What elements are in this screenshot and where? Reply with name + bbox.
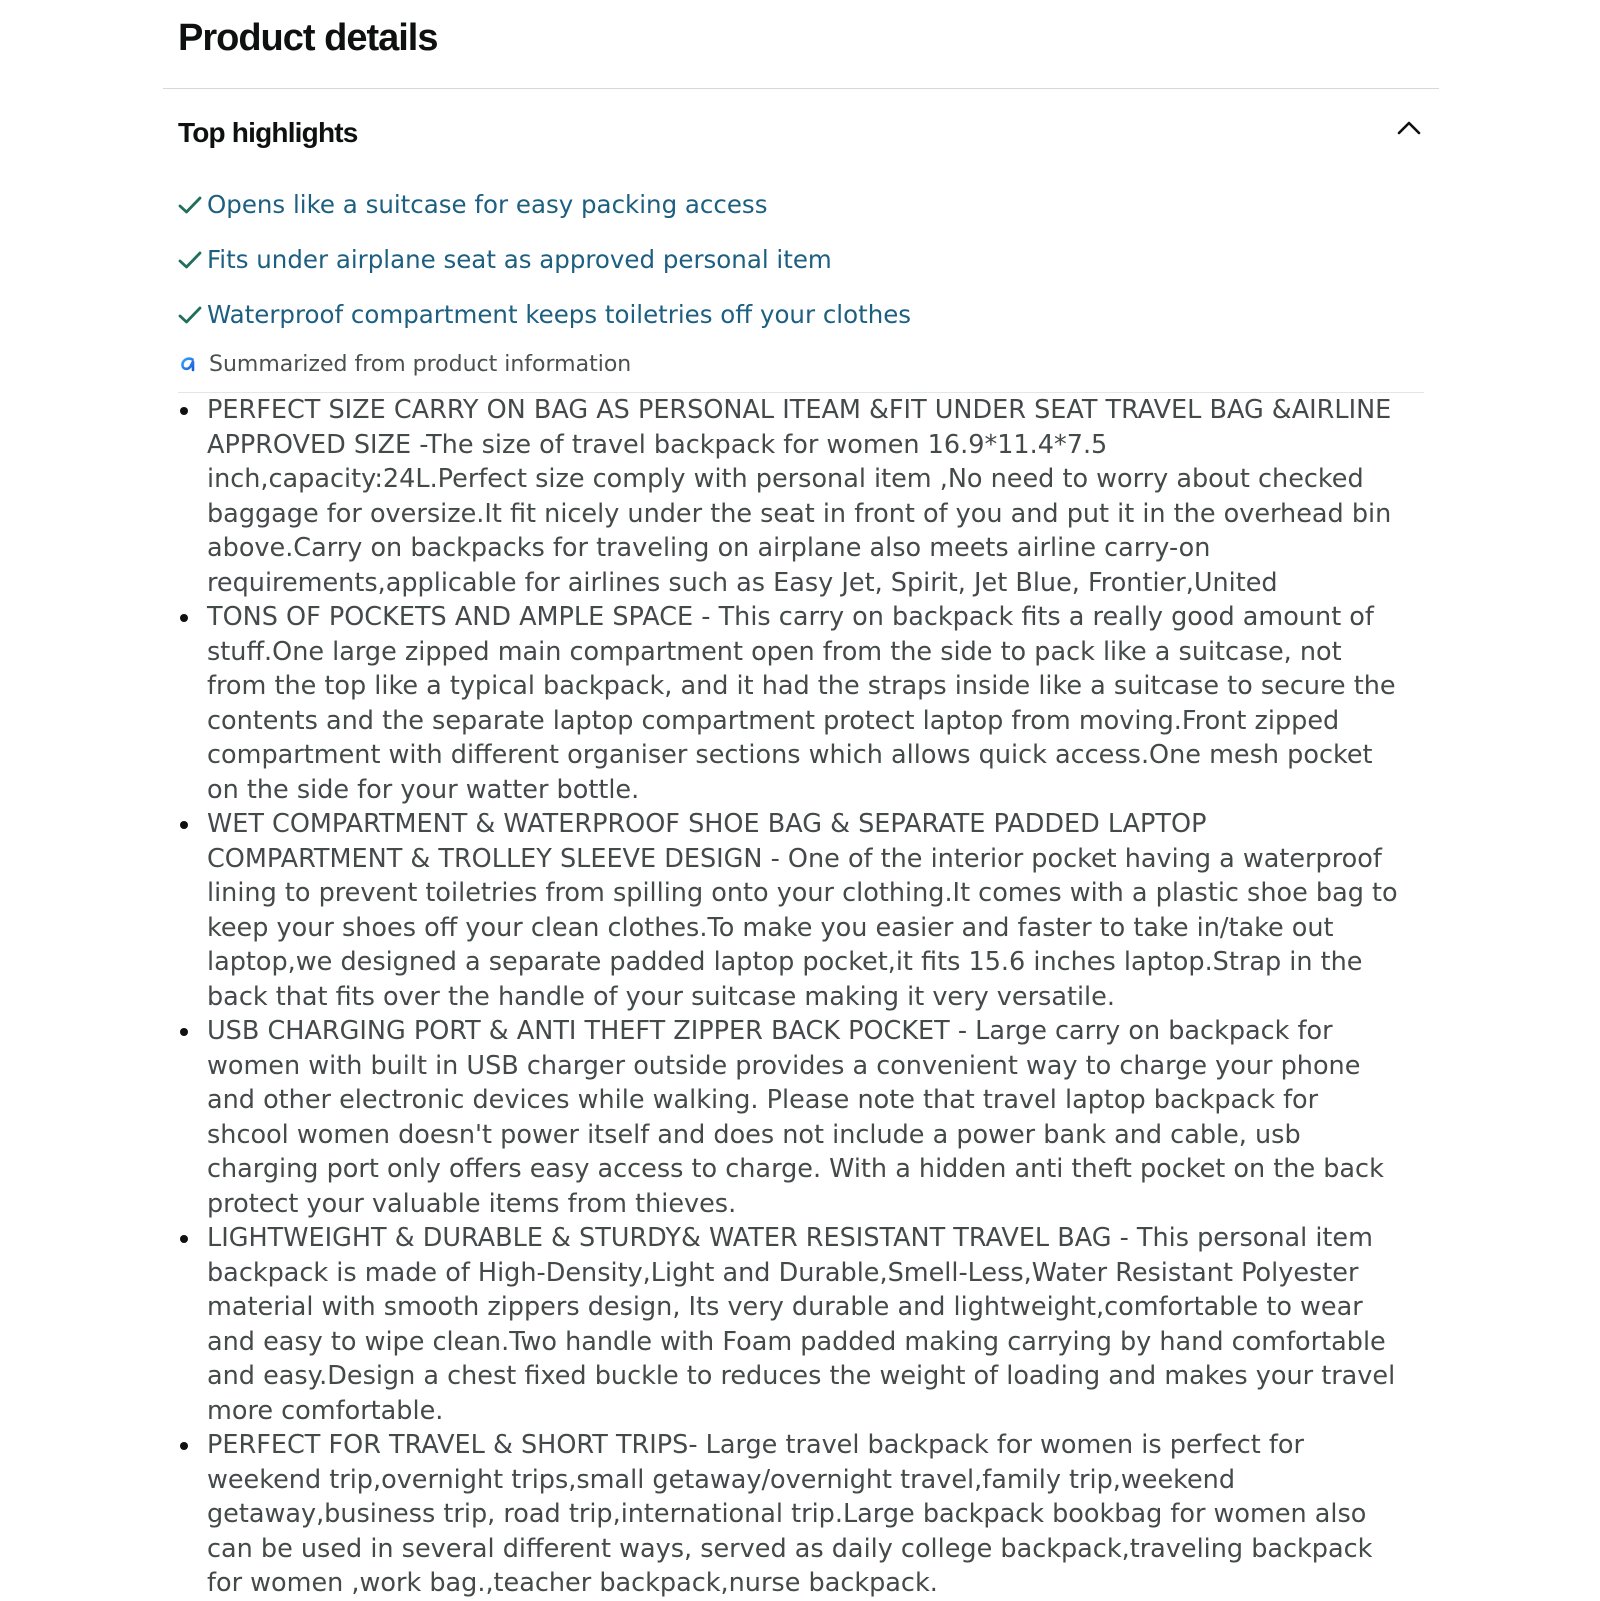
highlight-text[interactable]: Fits under airplane seat as approved personal item — [207, 245, 832, 274]
feature-bullet: TONS OF POCKETS AND AMPLE SPACE - This carry on backpack fits a really good amount of stuff.One large zipped main compartment open from the side to pack like a suitcase, not from the top like a typical backpack, and it had the straps inside like a suitcase to secure the contents and the separate laptop compartment protect laptop from moving.Front zipped compartment with different organiser sections which allows quick access.One mesh pocket on the side for your watter bottle. — [207, 600, 1407, 807]
top-highlights-list — [163, 177, 1439, 342]
chevron-up-icon[interactable] — [1393, 113, 1425, 145]
summary-note-text: Summarized from product information — [209, 351, 632, 377]
feature-bullet: USB CHARGING PORT & ANTI THEFT ZIPPER BACK POCKET - Large carry on backpack for women with built in USB charger outside provides a convenient way to charge your phone and other electronic devices while walking. Please note that travel laptop backpack for shcool women doesn't power itself and does not include a power bank and cable, usb charging port only offers easy access to charge. With a hidden anti theft pocket on the back protect your valuable items from thieves. — [207, 1014, 1407, 1221]
ai-sparkle-icon — [179, 355, 197, 373]
highlight-item[interactable] — [178, 232, 1439, 287]
feature-bullet: LIGHTWEIGHT & DURABLE & STURDY& WATER RESISTANT TRAVEL BAG - This personal item backpack is made of High-Density,Light and Durable,Smell-Less,Water Resistant Polyester material with smooth zippers design, Its very durable and lightweight,comfortable to wear and easy to wipe clean.Two handle with Foam padded making carrying by hand comfortable and easy.Design a chest fixed buckle to reduces the weight of loading and makes your travel more comfortable. — [207, 1221, 1407, 1428]
feature-bullet: PERFECT SIZE CARRY ON BAG AS PERSONAL ITEAM &FIT UNDER SEAT TRAVEL BAG &AIRLINE APPROVED SIZE -The size of travel backpack for women 16.9*11.4*7.5 inch,capacity:24L.Perfect size comply with personal item ,No need to worry about checked baggage for oversize.It fit nicely under the seat in front of you and put it in the overhead bin above.Carry on backpacks for traveling on airplane also meets airline carry-on requirements,applicable for airlines such as Easy Jet, Spirit, Jet Blue, Frontier,United — [207, 393, 1407, 600]
feature-bullet: PERFECT FOR TRAVEL & SHORT TRIPS- Large travel backpack for women is perfect for weekend trip,overnight trips,small getaway/overnight travel,family trip,weekend getaway,business trip, road trip,international trip.Large backpack bookbag for women also can be used in several different ways, served as daily college backpack,traveling backpack for women ,work bag.,teacher backpack,nurse backpack. — [207, 1428, 1407, 1601]
checkmark-icon — [178, 303, 202, 327]
highlight-item[interactable] — [178, 177, 1439, 232]
highlight-text[interactable]: Opens like a suitcase for easy packing access — [207, 190, 768, 219]
page-title: Product details — [178, 17, 438, 59]
checkmark-icon — [178, 193, 202, 217]
top-highlights-title: Top highlights — [178, 117, 358, 148]
feature-bullet: WET COMPARTMENT & WATERPROOF SHOE BAG & SEPARATE PADDED LAPTOP COMPARTMENT & TROLLEY SLEEVE DESIGN - One of the interior pocket having a waterproof lining to prevent toiletries from spilling onto your clothing.It comes with a plastic shoe bag to keep your shoes off your clean clothes.To make you easier and faster to take in/take out laptop,we designed a separate padded laptop pocket,it fits 15.6 inches laptop.Strap in the back that fits over the handle of your suitcase making it very versatile. — [207, 807, 1407, 1014]
ai-summary-note — [163, 342, 1439, 386]
product-details-section — [163, 0, 1439, 1601]
highlight-item[interactable] — [178, 287, 1439, 342]
top-highlights-header[interactable] — [163, 89, 1439, 177]
highlight-text[interactable]: Waterproof compartment keeps toiletries off your clothes — [207, 300, 912, 329]
feature-bullets-list — [163, 393, 1407, 1601]
checkmark-icon — [178, 248, 202, 272]
